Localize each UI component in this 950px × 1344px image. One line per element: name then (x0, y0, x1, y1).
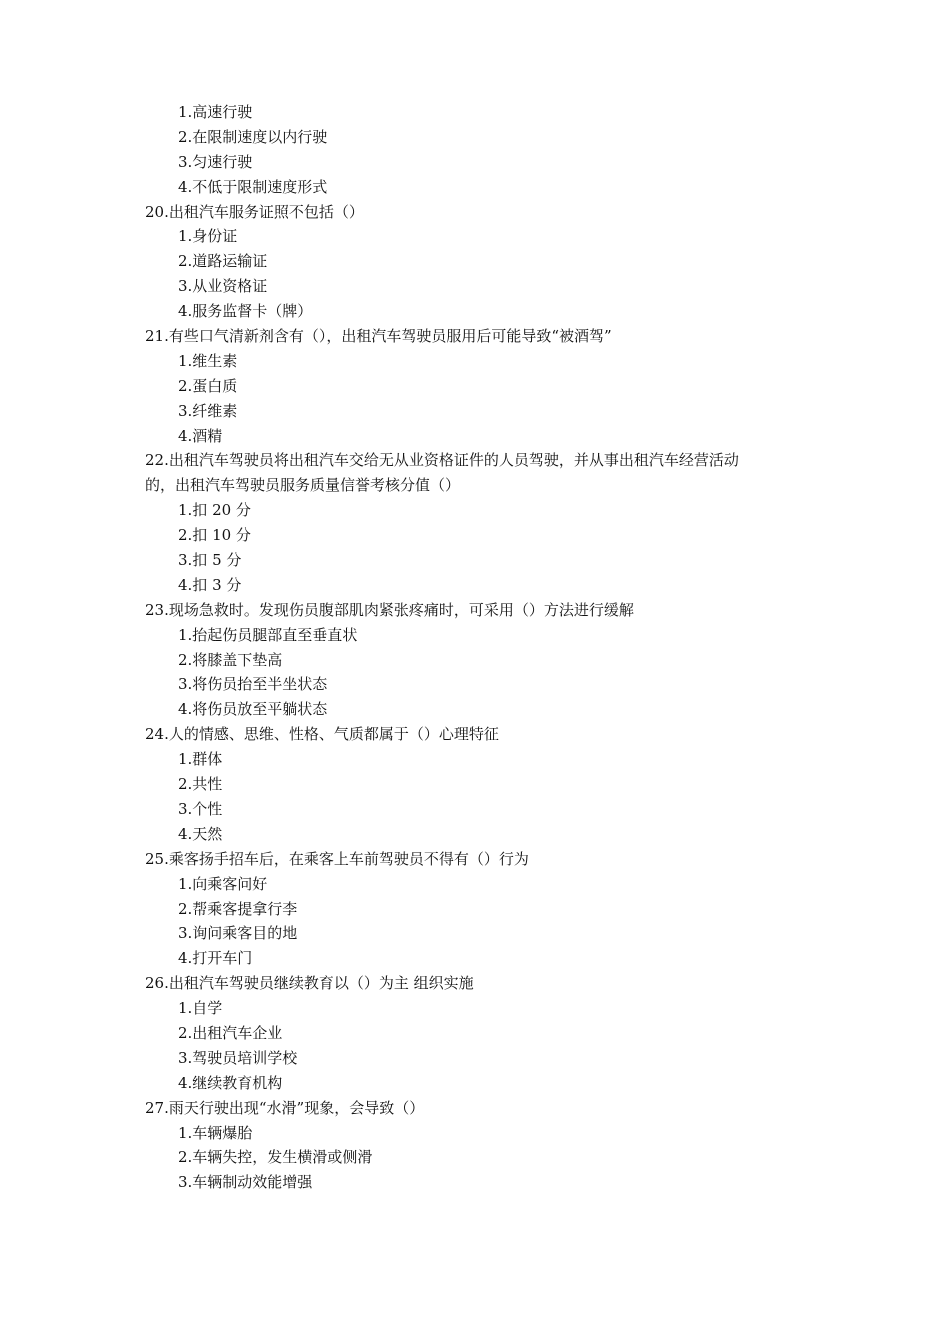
option-line: 1.扣 20 分 (178, 501, 251, 520)
option-line: 3.驾驶员培训学校 (178, 1048, 298, 1067)
option-line: 1.身份证 (178, 227, 238, 246)
option-line: 3.纤维素 (178, 401, 238, 420)
option-line: 4.天然 (178, 824, 223, 843)
option-line: 3.车辆制动效能增强 (178, 1173, 313, 1192)
option-line: 4.扣 3 分 (178, 575, 242, 594)
question-line: 21.有些口气清新剂含有（），出租汽车驾驶员服用后可能导致“被酒驾” (145, 327, 612, 346)
option-line: 3.将伤员抬至半坐状态 (178, 675, 328, 694)
option-line: 2.在限制速度以内行驶 (178, 127, 328, 146)
option-line: 2.道路运输证 (178, 252, 268, 271)
option-line: 3.个性 (178, 799, 223, 818)
question-line: 25.乘客扬手招车后，在乘客上车前驾驶员不得有（）行为 (145, 849, 529, 868)
option-line: 2.车辆失控，发生横滑或侧滑 (178, 1148, 373, 1167)
option-line: 3.询问乘客目的地 (178, 924, 298, 943)
option-line: 4.继续教育机构 (178, 1073, 283, 1092)
option-line: 4.将伤员放至平躺状态 (178, 700, 328, 719)
option-line: 2.蛋白质 (178, 376, 238, 395)
question-line: 26.出租汽车驾驶员继续教育以（）为主 组织实施 (145, 974, 474, 993)
option-line: 2.帮乘客提拿行李 (178, 899, 298, 918)
option-line: 4.打开车门 (178, 949, 253, 968)
option-line: 2.将膝盖下垫高 (178, 650, 283, 669)
question-line: 27.雨天行驶出现“水滑”现象，会导致（） (145, 1098, 425, 1117)
option-line: 1.维生素 (178, 351, 238, 370)
option-line: 2.共性 (178, 775, 223, 794)
option-line: 1.自学 (178, 999, 223, 1018)
question-line-continued: 的，出租汽车驾驶员服务质量信誉考核分值（） (145, 476, 461, 495)
option-line: 3.扣 5 分 (178, 551, 242, 570)
question-line: 23.现场急救时。发现伤员腹部肌肉紧张疼痛时，可采用（）方法进行缓解 (145, 600, 634, 619)
question-line: 22.出租汽车驾驶员将出租汽车交给无从业资格证件的人员驾驶，并从事出租汽车经营活动 (145, 451, 739, 470)
question-line: 24.人的情感、思维、性格、气质都属于（）心理特征 (145, 725, 499, 744)
option-line: 2.出租汽车企业 (178, 1023, 283, 1042)
option-line: 1.群体 (178, 750, 223, 769)
option-line: 3.匀速行驶 (178, 152, 253, 171)
option-line: 1.车辆爆胎 (178, 1123, 253, 1142)
document-page (0, 100, 950, 1195)
option-line: 3.从业资格证 (178, 277, 268, 296)
option-line: 4.不低于限制速度形式 (178, 177, 328, 196)
option-line: 4.服务监督卡（牌） (178, 302, 313, 321)
option-line: 2.扣 10 分 (178, 526, 251, 545)
option-line: 1.向乘客问好 (178, 874, 268, 893)
option-line: 1.抬起伤员腿部直至垂直状 (178, 625, 358, 644)
option-line: 1.高速行驶 (178, 103, 253, 121)
question-line: 20.出租汽车服务证照不包括（） (145, 202, 364, 221)
option-line: 4.酒精 (178, 426, 223, 445)
